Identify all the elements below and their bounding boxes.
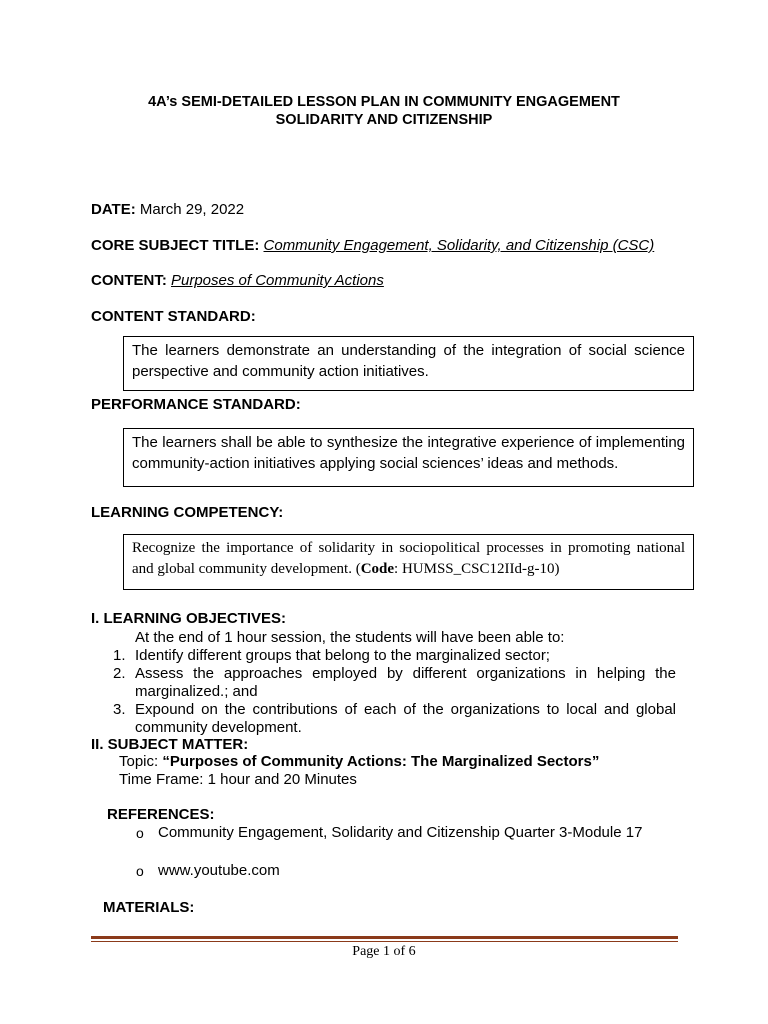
learning-competency-text: Recognize the importance of solidarity in sociopolitical processes in promoting national and global community development. (Code: HUMSS_CSC12IId-g-10) (132, 540, 685, 577)
reference-item: www.youtube.com (158, 862, 280, 879)
learning-competency-box (123, 534, 694, 590)
reference-item: Community Engagement, Solidarity and Citizenship Quarter 3-Module 17 (158, 824, 643, 841)
topic-label: Topic: (119, 753, 163, 770)
footer-rule-thin (91, 941, 678, 942)
materials-heading: MATERIALS: (103, 899, 195, 916)
content-row (91, 272, 384, 289)
core-subject-value: Community Engagement, Solidarity, and Citizenship (CSC) (263, 237, 655, 254)
content-label: CONTENT: (91, 272, 167, 289)
content-standard-label: CONTENT STANDARD: (91, 308, 256, 325)
date-value: March 29, 2022 (139, 201, 245, 218)
objectives-heading: I. LEARNING OBJECTIVES: (91, 610, 287, 627)
code-label: Code (360, 561, 395, 577)
date-row (91, 201, 244, 218)
objective-item: Identify different groups that belong to the marginalized sector; (135, 647, 550, 664)
objective-number: 2. (113, 665, 126, 682)
bullet-icon: o (136, 863, 144, 879)
performance-standard-label: PERFORMANCE STANDARD: (91, 396, 301, 413)
topic-row (119, 753, 599, 771)
objectives-intro: At the end of 1 hour session, the students will have been able to: (135, 629, 565, 646)
objective-item: Assess the approaches employed by different organizations in helping the marginalized.; and (135, 665, 676, 700)
bullet-icon: o (136, 825, 144, 841)
time-frame: Time Frame: 1 hour and 20 Minutes (119, 771, 357, 788)
document-title-line2: SOLIDARITY AND CITIZENSHIP (275, 112, 493, 128)
objective-number: 1. (113, 647, 126, 664)
content-standard-text: The learners demonstrate an understanding of the integration of social science perspective and community action initiatives. (132, 342, 685, 380)
page-number: Page 1 of 6 (352, 944, 416, 959)
footer-rule (91, 936, 678, 939)
performance-standard-box (123, 428, 694, 487)
learning-competency-label: LEARNING COMPETENCY: (91, 504, 284, 521)
objective-item: Expound on the contributions of each of the organizations to local and global community development. (135, 701, 676, 736)
content-standard-box (123, 336, 694, 391)
document-title-line1: 4A’s SEMI-DETAILED LESSON PLAN IN COMMUNITY ENGAGEMENT (148, 94, 620, 110)
objective-number: 3. (113, 701, 126, 718)
date-label: DATE: (91, 201, 136, 218)
subject-matter-heading: II. SUBJECT MATTER: (91, 736, 249, 753)
core-subject-label: CORE SUBJECT TITLE: (91, 237, 260, 254)
references-heading: REFERENCES: (107, 806, 215, 823)
topic-value: “Purposes of Community Actions: The Marginalized Sectors” (162, 753, 600, 770)
content-value: Purposes of Community Actions (171, 272, 384, 289)
performance-standard-text: The learners shall be able to synthesize the integrative experience of implementing community-action initiatives applying social sciences’ ideas and methods. (132, 434, 685, 472)
core-subject-row (91, 237, 654, 254)
